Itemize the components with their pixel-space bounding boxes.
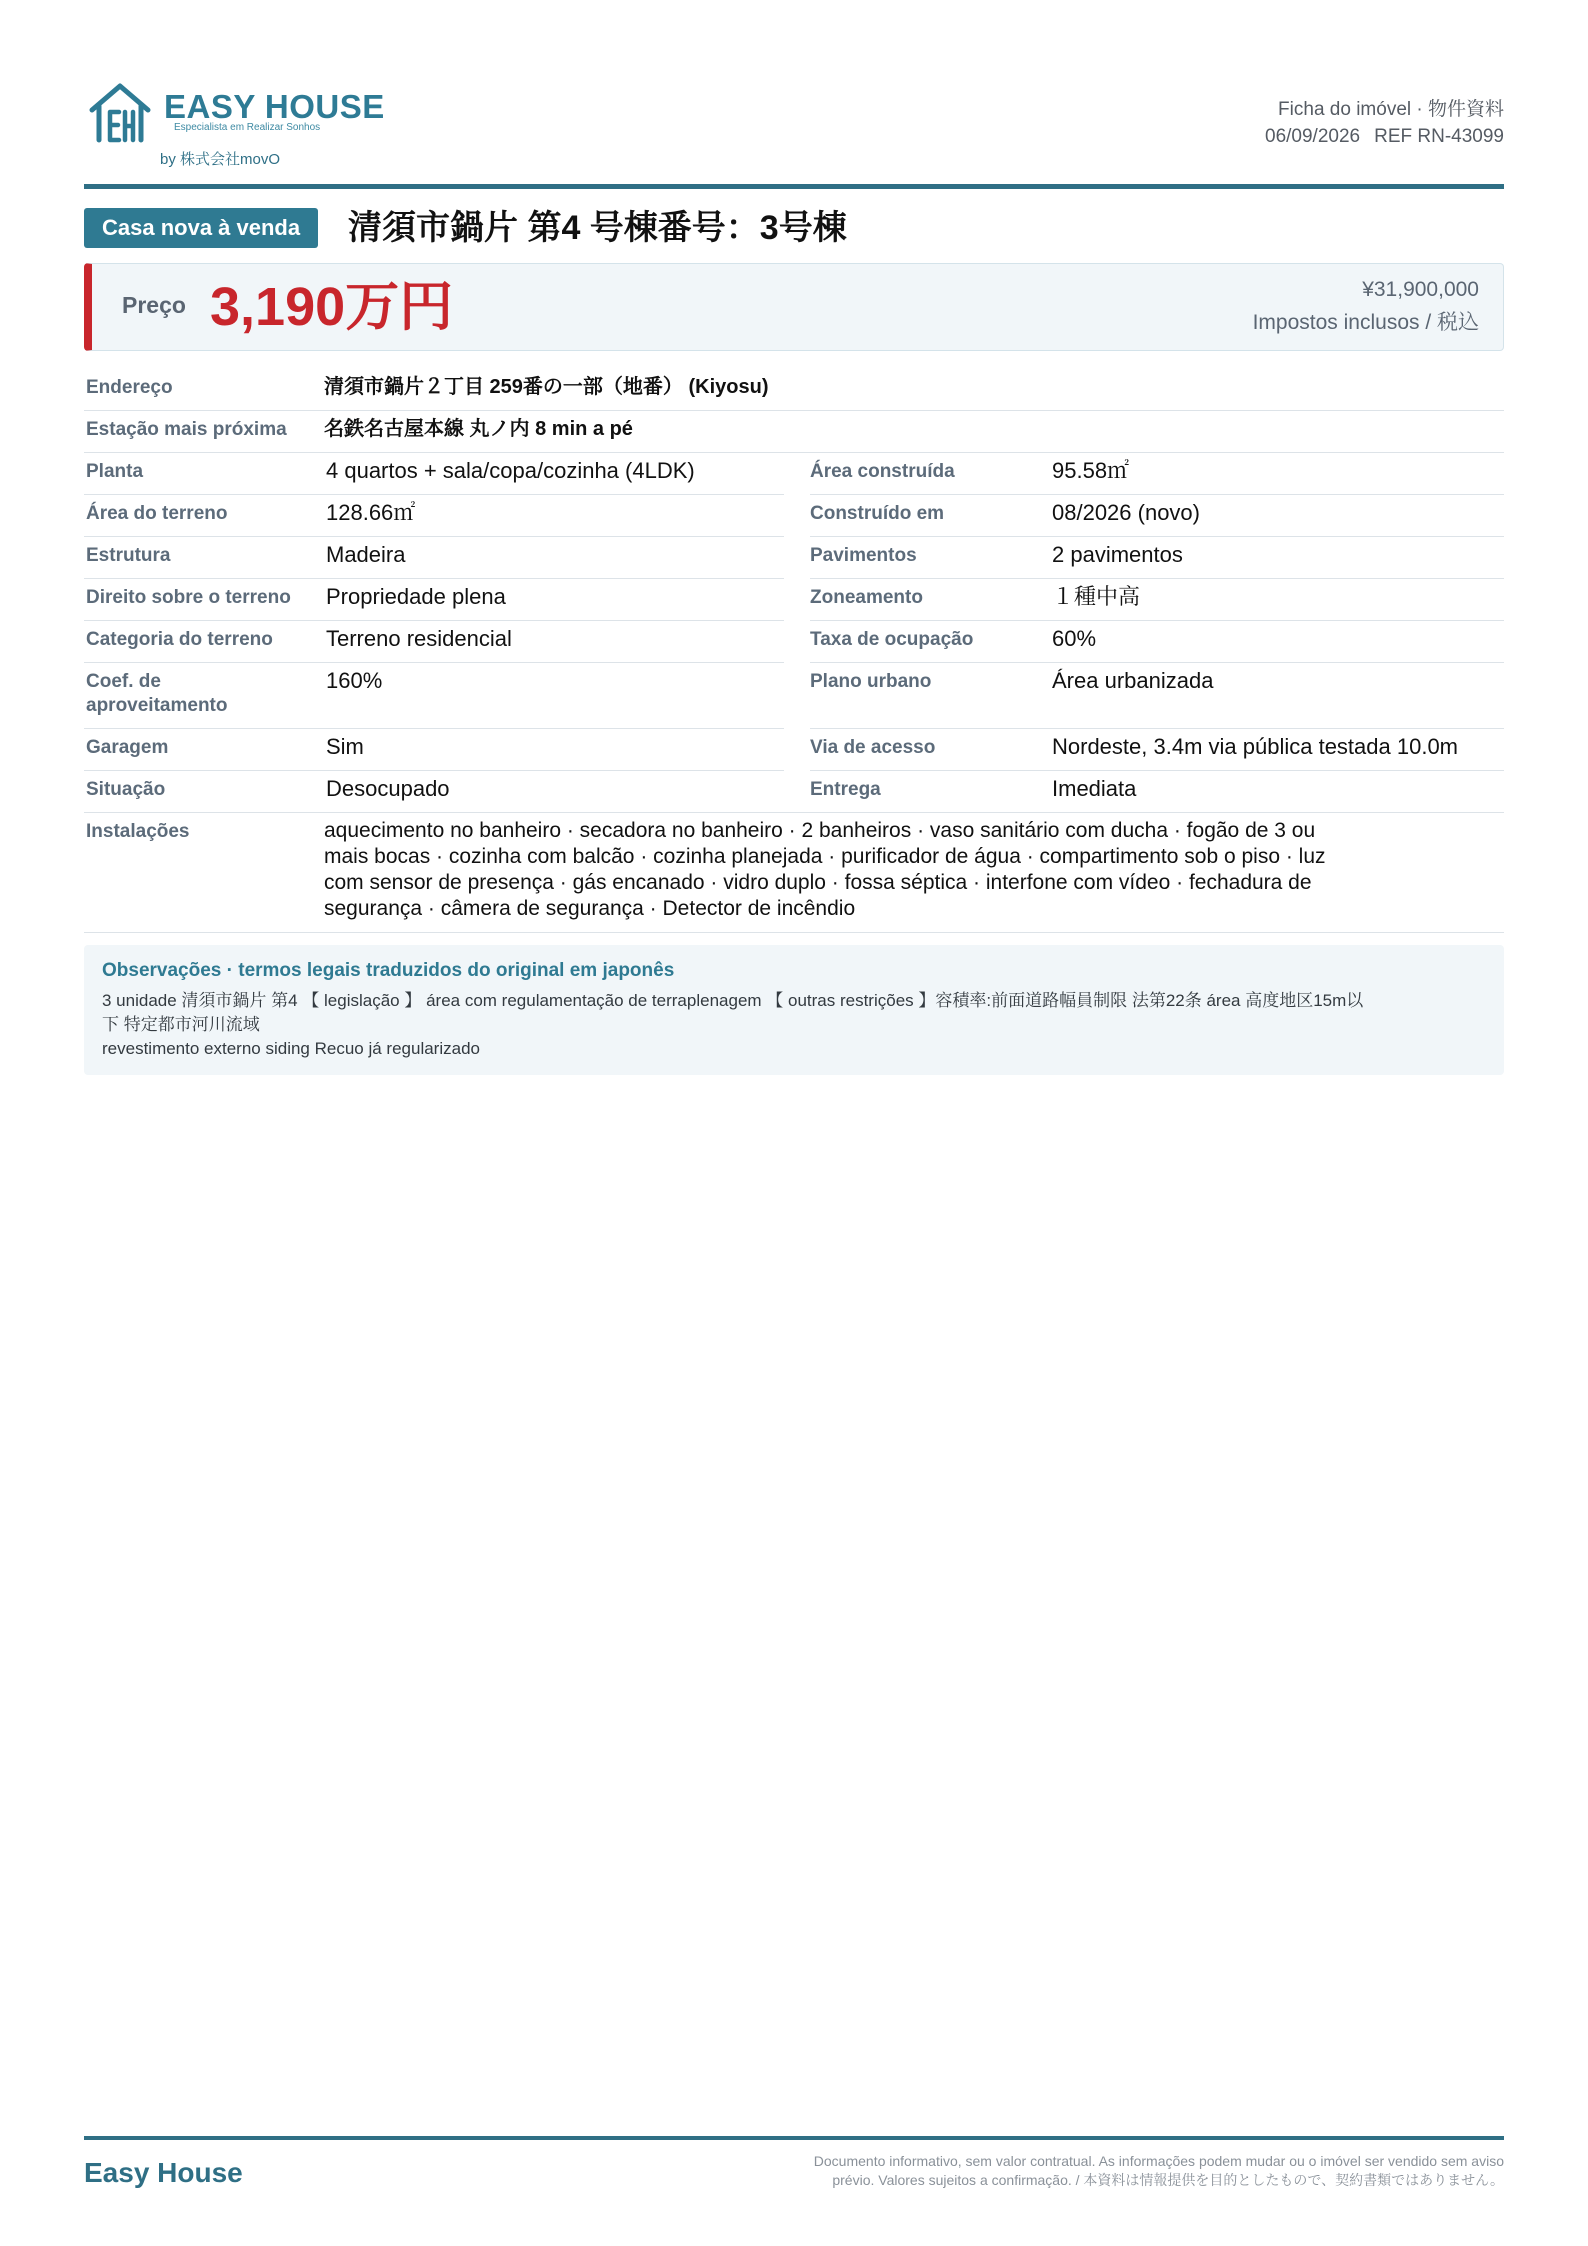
price-yen: ¥31,900,000 (1362, 278, 1479, 301)
floor-area-ratio-label-line1: Coef. de (86, 671, 161, 692)
station-label: Estação mais próxima (86, 419, 287, 440)
notes-body (102, 989, 1486, 1061)
notes-title: Observações · termos legais traduzidos do original em japonês (102, 960, 675, 981)
urban-plan-label: Plano urbano (810, 671, 932, 692)
notes-line: 下 特定都市河川流域 (102, 1015, 260, 1034)
address-label: Endereço (86, 377, 173, 398)
price-value: 3,190万円 (210, 277, 454, 337)
floor-area-ratio-label-line2: aproveitamento (86, 695, 228, 716)
occupancy-label: Situação (86, 779, 166, 800)
house-logo-icon (88, 82, 152, 144)
built-area-value: 95.58㎡ (1052, 458, 1130, 483)
garage-value: Sim (326, 734, 364, 759)
coverage-ratio-label: Taxa de ocupação (810, 629, 974, 650)
row-divider (84, 662, 784, 663)
zoning-value: １種中高 (1052, 584, 1141, 609)
header-divider (84, 184, 1504, 189)
built-date-label: Construído em (810, 503, 945, 524)
document-date: 06/09/2026 (1265, 126, 1361, 147)
land-area-value: 128.66㎡ (326, 500, 416, 525)
notes-line: revestimento externo siding Recuo já regularizado (102, 1039, 480, 1058)
delivery-value: Imediata (1052, 776, 1137, 801)
price-tax-note: Impostos inclusos / 税込 (1252, 311, 1479, 334)
row-divider (84, 932, 1504, 933)
floorplan-value: 4 quartos + sala/copa/cozinha (4LDK) (326, 458, 695, 483)
disclaimer-line: prévio. Valores sujeitos a confirmação. / 本資料は情報提供を目的としたもので、契約書類ではありません。 (832, 2172, 1504, 2188)
urban-plan-value: Área urbanizada (1052, 668, 1214, 693)
facilities-value (324, 818, 1326, 922)
facilities-line: com sensor de presença · gás encanado · vidro duplo · fossa séptica · interfone com vídeo · fechadura de (324, 871, 1312, 894)
delivery-label: Entrega (810, 779, 881, 800)
road-access-value: Nordeste, 3.4m via pública testada 10.0m (1052, 734, 1459, 759)
disclaimer-line: Documento informativo, sem valor contratual. As informações podem mudar ou o imóvel ser vendido sem aviso (813, 2153, 1504, 2169)
row-divider (84, 536, 784, 537)
row-divider (810, 578, 1504, 579)
row-divider (84, 812, 1504, 813)
row-divider (84, 728, 784, 729)
document-meta (1265, 96, 1504, 150)
logo-tagline: Especialista em Realizar Sonhos (174, 122, 321, 133)
footer-divider (84, 2136, 1504, 2140)
land-category-label: Categoria do terreno (86, 629, 273, 650)
company-logo (88, 80, 388, 172)
row-divider (84, 578, 784, 579)
document-type: Ficha do imóvel · 物件資料 (1278, 99, 1504, 120)
land-category-value: Terreno residencial (326, 626, 512, 651)
price-label: Preço (122, 292, 186, 318)
address-value: 清須市鍋片２丁目 259番の一部（地番） (Kiyosu) (324, 376, 769, 398)
floors-value: 2 pavimentos (1052, 542, 1183, 567)
footer-brand: Easy House (84, 2157, 243, 2188)
floor-area-ratio-value: 160% (326, 668, 383, 693)
row-divider (84, 494, 784, 495)
reference-number: REF RN-43099 (1374, 126, 1504, 147)
logo-company: by 株式会社movO (160, 151, 281, 168)
facilities-line: mais bocas · cozinha com balcão · cozinha planejada · purificador de água · compartimento sob o piso · luz (324, 845, 1326, 868)
row-divider (84, 770, 784, 771)
row-divider (810, 536, 1504, 537)
row-divider (84, 410, 1504, 411)
row-divider (810, 494, 1504, 495)
document-date-ref (1265, 123, 1504, 150)
row-divider (810, 770, 1504, 771)
facilities-label: Instalações (86, 821, 190, 842)
row-divider (810, 620, 1504, 621)
row-divider (84, 452, 1504, 453)
facilities-line: aquecimento no banheiro · secadora no banheiro · 2 banheiros · vaso sanitário com ducha · fogão de 3 ou (324, 819, 1316, 842)
row-divider (810, 728, 1504, 729)
row-divider (84, 620, 784, 621)
garage-label: Garagem (86, 737, 169, 758)
floor-area-ratio-label (86, 670, 227, 718)
listing-type-badge: Casa nova à venda (84, 208, 318, 248)
road-access-label: Via de acesso (810, 737, 936, 758)
facilities-line: segurança · câmera de segurança · Detector de incêndio (324, 897, 856, 920)
station-value: 名鉄名古屋本線 丸ノ内 8 min a pé (324, 418, 633, 440)
property-sheet (84, 0, 1504, 2246)
notes-line: 3 unidade 清須市鍋片 第4 【 legislação 】 área com regulamentação de terraplenagem 【 outras restrições 】容積率:前面道路幅員制限 法第22条 área 高度地区15m以 (102, 991, 1364, 1010)
land-rights-label: Direito sobre o terreno (86, 587, 291, 608)
land-rights-value: Propriedade plena (326, 584, 506, 609)
logo-name: EASY HOUSE (164, 88, 385, 125)
built-date-value: 08/2026 (novo) (1052, 500, 1200, 525)
notes-box (84, 945, 1504, 1075)
coverage-ratio-value: 60% (1052, 626, 1097, 651)
row-divider (810, 662, 1504, 663)
price-box (84, 263, 1504, 351)
property-title: 清須市鍋片 第4 号棟番号：3号棟 (348, 209, 847, 247)
structure-label: Estrutura (86, 545, 171, 566)
land-area-label: Área do terreno (86, 503, 228, 524)
occupancy-value: Desocupado (326, 776, 450, 801)
footer-disclaimer (684, 2152, 1504, 2190)
zoning-label: Zoneamento (810, 587, 923, 608)
floorplan-label: Planta (86, 461, 144, 482)
structure-value: Madeira (326, 542, 406, 567)
built-area-label: Área construída (810, 461, 955, 482)
floors-label: Pavimentos (810, 545, 917, 566)
